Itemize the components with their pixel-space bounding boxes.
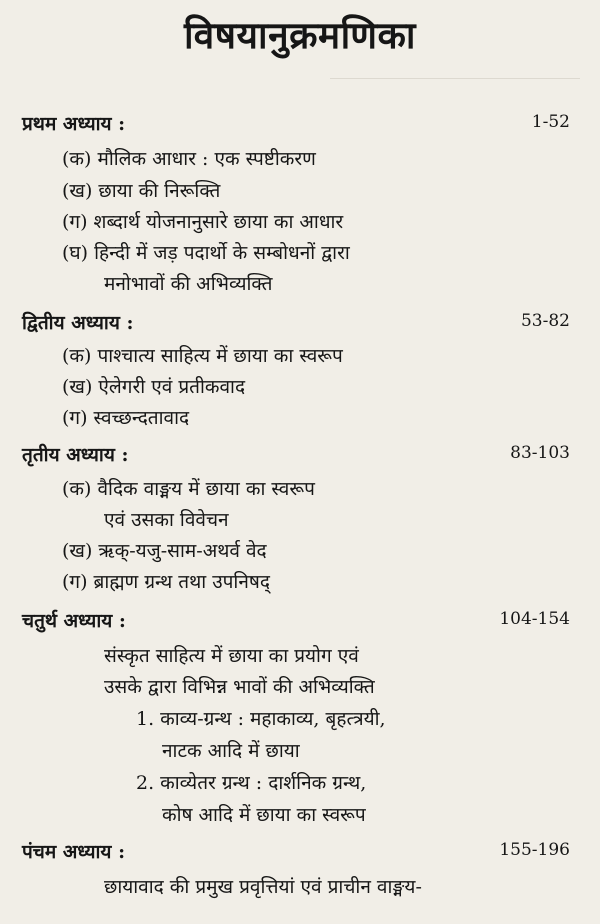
chapter-1-line-3: (ग) शब्दार्थ योजनानुसारे छाया का आधार: [62, 211, 344, 233]
chapter-4-line-4: नाटक आदि में छाया: [162, 740, 300, 762]
chapter-5-heading: पंचम अध्याय :: [22, 841, 126, 863]
chapter-1-line-5: मनोभावों की अभिव्यक्ति: [104, 273, 273, 295]
bleed-through-rule: [330, 78, 580, 99]
chapter-4-heading: चतुर्थ अध्याय :: [22, 610, 126, 632]
chapter-2-line-2: (ख) ऐलेगरी एवं प्रतीकवाद: [62, 376, 246, 398]
chapter-4-pages: 104-154: [499, 609, 570, 629]
chapter-2-line-1: (क) पाश्चात्य साहित्य में छाया का स्वरूप: [62, 345, 343, 367]
chapter-3-line-4: (ग) ब्राह्मण ग्रन्थ तथा उपनिषद्: [62, 571, 270, 593]
chapter-5-pages: 155-196: [499, 840, 570, 860]
page-title: विषयानुक्रमणिका: [184, 13, 416, 57]
chapter-5-line-1: छायावाद की प्रमुख प्रवृत्तियां एवं प्राचीन वाङ्मय-: [104, 876, 422, 898]
chapter-3-pages: 83-103: [510, 443, 570, 463]
chapter-3-line-1: (क) वैदिक वाङ्मय में छाया का स्वरूप: [62, 478, 315, 500]
chapter-4-line-6: कोष आदि में छाया का स्वरूप: [162, 804, 366, 826]
chapter-3-heading: तृतीय अध्याय :: [22, 444, 129, 466]
chapter-1-line-1: (क) मौलिक आधार : एक स्पष्टीकरण: [62, 148, 316, 170]
chapter-4-line-1: संस्कृत साहित्य में छाया का प्रयोग एवं: [104, 645, 359, 667]
chapter-2-pages: 53-82: [520, 311, 570, 331]
chapter-4-line-3: 1. काव्य-ग्रन्थ : महाकाव्य, बृहत्त्रयी,: [136, 708, 386, 730]
chapter-3-line-3: (ख) ऋक्-यजु-साम-अथर्व वेद: [62, 540, 267, 562]
chapter-1-heading: प्रथम अध्याय :: [22, 113, 126, 135]
chapter-4-line-5: 2. काव्येतर ग्रन्थ : दार्शनिक ग्रन्थ,: [136, 772, 367, 794]
chapter-1-line-2: (ख) छाया की निरूक्ति: [62, 180, 221, 202]
chapter-2-line-3: (ग) स्वच्छन्दतावाद: [62, 407, 190, 429]
chapter-1-pages: 1-52: [531, 112, 570, 132]
chapter-3-line-2: एवं उसका विवेचन: [104, 509, 229, 531]
chapter-1-line-4: (घ) हिन्दी में जड़ पदार्थो के सम्बोधनों द्वारा: [62, 242, 350, 264]
chapter-4-line-2: उसके द्वारा विभिन्न भावों की अभिव्यक्ति: [104, 676, 375, 698]
chapter-2-heading: द्वितीय अध्याय :: [22, 312, 134, 334]
